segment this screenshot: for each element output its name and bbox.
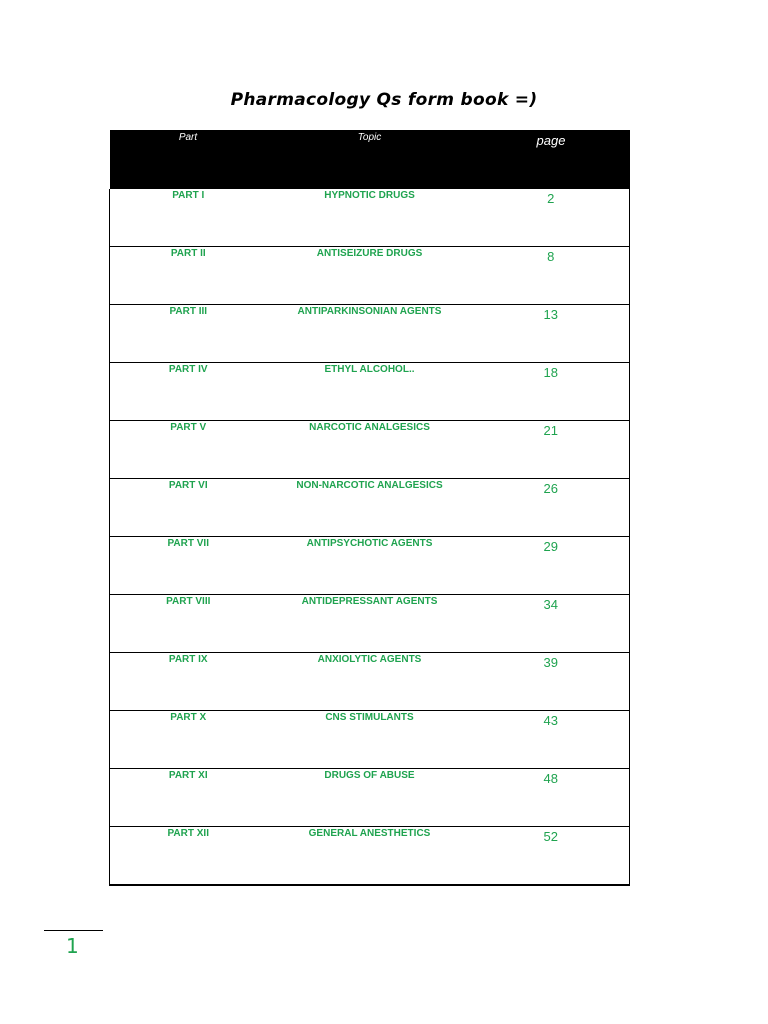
header-part: [110, 130, 267, 189]
cell-topic: [267, 711, 473, 769]
cell-page: [473, 421, 630, 479]
page-ref: 43: [543, 713, 558, 728]
cell-part: [110, 537, 267, 595]
header-part-label: Part: [178, 132, 198, 143]
topic-label: HYPNOTIC DRUGS: [324, 190, 415, 201]
footer-rule: [44, 930, 103, 931]
topic-label: ETHYL ALCOHOL..: [324, 364, 415, 375]
cell-topic: [267, 479, 473, 537]
topic-label: NON-NARCOTIC ANALGESICS: [296, 480, 443, 491]
cell-topic: [267, 189, 473, 247]
page-ref: 18: [543, 365, 558, 380]
page-ref: 39: [543, 655, 558, 670]
cell-page: [473, 363, 630, 421]
cell-part: [110, 247, 267, 305]
part-label: PART I: [172, 190, 205, 201]
topic-label: GENERAL ANESTHETICS: [308, 828, 431, 839]
part-label: PART XII: [167, 828, 209, 839]
cell-page: [473, 305, 630, 363]
cell-part: [110, 595, 267, 653]
page-ref: 13: [543, 307, 558, 322]
cell-page: [473, 653, 630, 711]
cell-part: [110, 711, 267, 769]
cell-topic: [267, 421, 473, 479]
table-row: [110, 247, 630, 305]
part-label: PART VIII: [166, 596, 211, 607]
cell-topic: [267, 305, 473, 363]
table-row: [110, 769, 630, 827]
document-title: Pharmacology Qs form book =): [230, 90, 538, 110]
page-ref: 52: [543, 829, 558, 844]
cell-part: [110, 421, 267, 479]
cell-topic: [267, 653, 473, 711]
cell-topic: [267, 769, 473, 827]
header-topic: [267, 130, 473, 189]
page-ref: 21: [543, 423, 558, 438]
page-number: 1: [66, 934, 79, 958]
header-page: [473, 130, 630, 189]
part-label: PART XI: [168, 770, 208, 781]
cell-page: [473, 189, 630, 247]
cell-page: [473, 711, 630, 769]
table-row: [110, 479, 630, 537]
table-row: [110, 189, 630, 247]
cell-topic: [267, 247, 473, 305]
table-row: [110, 653, 630, 711]
topic-label: ANTIDEPRESSANT AGENTS: [301, 596, 438, 607]
page-ref: 48: [543, 771, 558, 786]
cell-part: [110, 305, 267, 363]
part-label: PART II: [170, 248, 206, 259]
part-label: PART X: [170, 712, 207, 723]
cell-topic: [267, 827, 473, 886]
table-of-contents: [109, 130, 630, 886]
topic-label: DRUGS OF ABUSE: [324, 770, 415, 781]
cell-part: [110, 189, 267, 247]
cell-page: [473, 247, 630, 305]
cell-page: [473, 537, 630, 595]
header-topic-label: Topic: [357, 132, 382, 143]
topic-label: NARCOTIC ANALGESICS: [309, 422, 430, 433]
cell-topic: [267, 595, 473, 653]
table-row: [110, 421, 630, 479]
part-label: PART IV: [168, 364, 208, 375]
topic-label: ANTISEIZURE DRUGS: [316, 248, 423, 259]
table-header-row: [110, 130, 630, 189]
page-ref: 26: [543, 481, 558, 496]
topic-label: ANTIPSYCHOTIC AGENTS: [306, 538, 433, 549]
table-row: [110, 827, 630, 886]
cell-page: [473, 827, 630, 886]
cell-part: [110, 769, 267, 827]
cell-page: [473, 595, 630, 653]
header-page-label: page: [536, 133, 566, 148]
table-row: [110, 305, 630, 363]
table-row: [110, 537, 630, 595]
cell-part: [110, 827, 267, 886]
table-row: [110, 711, 630, 769]
cell-part: [110, 653, 267, 711]
cell-topic: [267, 537, 473, 595]
page-ref: 29: [543, 539, 558, 554]
part-label: PART V: [170, 422, 207, 433]
cell-part: [110, 479, 267, 537]
cell-page: [473, 479, 630, 537]
topic-label: ANTIPARKINSONIAN AGENTS: [297, 306, 442, 317]
table-row: [110, 595, 630, 653]
topic-label: CNS STIMULANTS: [325, 712, 414, 723]
cell-page: [473, 769, 630, 827]
page-ref: 8: [547, 249, 555, 264]
page-ref: 2: [547, 191, 555, 206]
page-ref: 34: [543, 597, 558, 612]
table-row: [110, 363, 630, 421]
part-label: PART VII: [167, 538, 209, 549]
cell-topic: [267, 363, 473, 421]
part-label: PART VI: [168, 480, 208, 491]
topic-label: ANXIOLYTIC AGENTS: [317, 654, 422, 665]
part-label: PART III: [169, 306, 208, 317]
cell-part: [110, 363, 267, 421]
part-label: PART IX: [168, 654, 208, 665]
